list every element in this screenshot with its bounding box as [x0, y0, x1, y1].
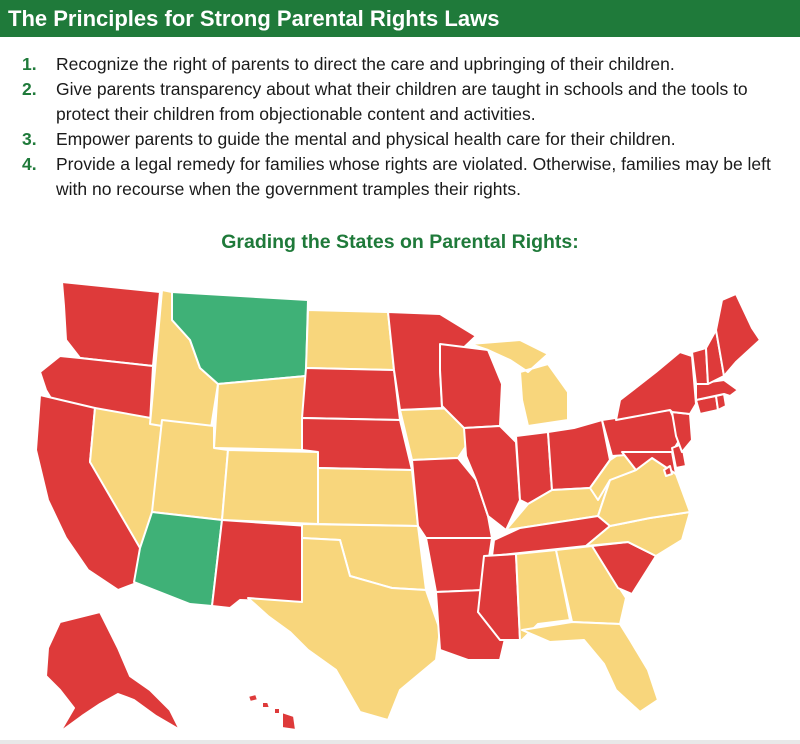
principle-text: Give parents transparency about what their children are taught in schools and the tools to protect their children from objectionable content and activities. — [56, 79, 748, 124]
principle-number: 3. — [22, 129, 37, 149]
state-wa — [62, 282, 160, 366]
principle-item — [22, 52, 782, 77]
principles-list — [22, 52, 782, 202]
state-hi — [248, 694, 296, 730]
state-ak — [46, 612, 180, 732]
principle-text: Empower parents to guide the mental and physical health care for their children. — [56, 129, 676, 149]
state-az — [134, 512, 222, 606]
map-title: Grading the States on Parental Rights: — [221, 231, 579, 253]
state-nd — [306, 310, 394, 370]
page-header — [0, 0, 800, 37]
principle-item — [22, 152, 782, 202]
state-fl — [522, 622, 658, 712]
state-ny — [616, 352, 696, 420]
state-ks — [318, 468, 418, 526]
header-title: The Principles for Strong Parental Rights Laws — [8, 6, 500, 31]
state-nm — [212, 520, 308, 608]
state-pa — [602, 410, 682, 456]
principle-item — [22, 77, 782, 127]
state-wy — [214, 376, 306, 450]
principle-number: 4. — [22, 154, 37, 174]
principle-text: Recognize the right of parents to direct the care and upbringing of their children. — [56, 54, 675, 74]
map-svg — [0, 268, 800, 738]
footer-rule — [0, 740, 800, 744]
principle-number: 1. — [22, 54, 37, 74]
state-sd — [302, 368, 400, 420]
us-states-map — [0, 268, 800, 738]
principle-number: 2. — [22, 79, 37, 99]
principle-item — [22, 127, 782, 152]
state-me — [716, 294, 760, 376]
state-co — [222, 450, 318, 524]
state-ne — [302, 418, 412, 470]
principle-text: Provide a legal remedy for families whose rights are violated. Otherwise, families may be left with no recourse when the government tramples their rights. — [56, 154, 771, 199]
